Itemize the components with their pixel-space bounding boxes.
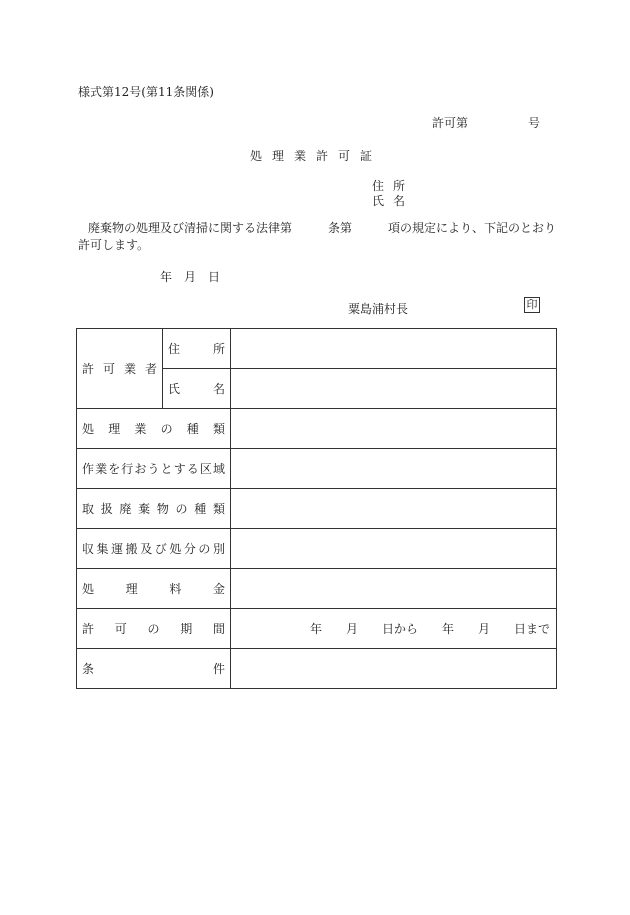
row-value-work-area (231, 449, 557, 489)
row-label-waste-type: 取扱廃棄物の種類 (77, 489, 231, 529)
licensee-name-label: 氏名 (163, 369, 231, 409)
row-label-collection-disposal: 収集運搬及び処分の別 (77, 529, 231, 569)
row-label-permit-period: 許可の期間 (77, 609, 231, 649)
row-value-waste-type (231, 489, 557, 529)
permit-number (432, 114, 541, 131)
permit-number-suffix: 号 (528, 116, 541, 130)
issue-date: 年 月 日 (160, 270, 221, 284)
recipient-address-label: 住所 (372, 179, 415, 193)
row-label-conditions: 条件 (77, 649, 231, 689)
licensee-label: 許可業者 (77, 329, 163, 409)
seal-stamp: 印 (524, 297, 540, 313)
row-value-collection-disposal (231, 529, 557, 569)
table-row (77, 329, 557, 369)
table-row (77, 409, 557, 449)
row-value-business-type (231, 409, 557, 449)
body-text: 廃棄物の処理及び清掃に関する法律第 条第 項の規定により、下記のとおり許可します。 (78, 221, 557, 252)
table-row (77, 569, 557, 609)
page-title: 処理業許可証 (250, 149, 383, 163)
recipient-name-label: 氏名 (372, 194, 415, 208)
form-number-label: 様式第12号(第11条関係) (78, 85, 214, 99)
row-label-fee: 処理料金 (77, 569, 231, 609)
row-value-conditions (231, 649, 557, 689)
licensee-address-value (231, 329, 557, 369)
row-value-permit-period: 年 月 日から 年 月 日まで (231, 609, 557, 649)
permit-number-prefix: 許可第 (432, 116, 469, 130)
issuer-name: 粟島浦村長 (348, 302, 409, 316)
row-label-business-type: 処理業の種類 (77, 409, 231, 449)
table-row (77, 649, 557, 689)
row-label-work-area: 作業を行おうとする区域 (77, 449, 231, 489)
table-row (77, 609, 557, 649)
permit-table (76, 328, 557, 689)
row-value-fee (231, 569, 557, 609)
licensee-address-label: 住所 (163, 329, 231, 369)
table-row (77, 449, 557, 489)
licensee-name-value (231, 369, 557, 409)
table-row (77, 489, 557, 529)
table-row (77, 529, 557, 569)
